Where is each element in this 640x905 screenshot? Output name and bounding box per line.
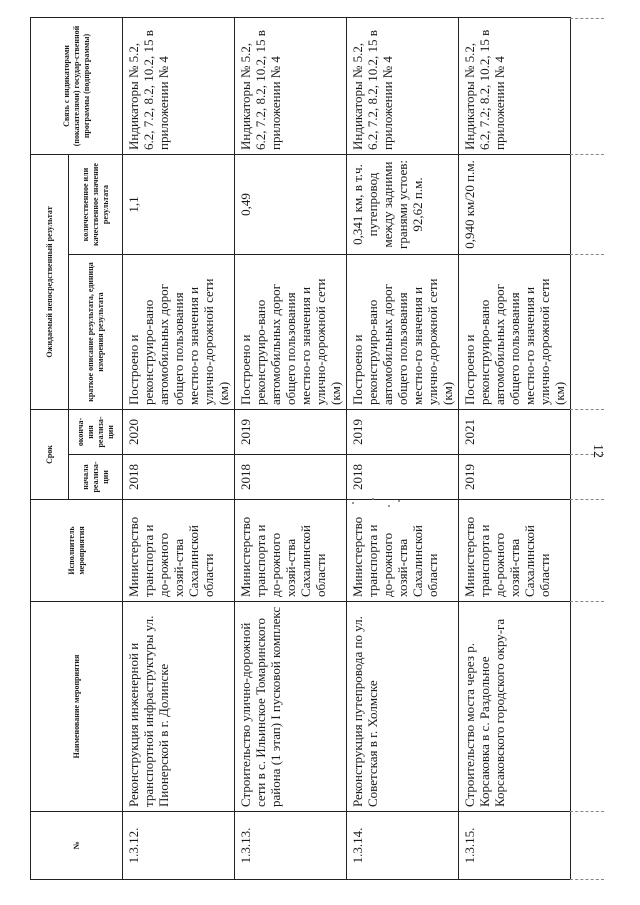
row-start: 2018 (347, 455, 459, 500)
scan-speck (372, 498, 374, 500)
scan-speck (388, 505, 390, 507)
header-expected-value: количественное или качественное значение результата (69, 155, 123, 255)
row-start: 2018 (235, 455, 347, 500)
row-link: Индикаторы № 5.2, 6.2, 7.2, 8.2, 10.2, 15 в приложении № 4 (123, 18, 235, 155)
row-num: 1.3.13. (235, 812, 347, 880)
table-row (347, 18, 459, 880)
header-term-end: оконча-ния реализа-ции (69, 410, 123, 455)
row-desc: Построено и реконструиро-вано автомобильных дорог общего пользования местно-го значения и улично-дорожной сети (км) (235, 255, 347, 410)
continuation-line (570, 254, 604, 255)
continuation-line (570, 18, 604, 19)
row-executor: Министерство транспорта и до-рожного хозяй-ства Сахалинской области (123, 500, 235, 602)
row-num: 1.3.14. (347, 812, 459, 880)
continuation-line (570, 409, 604, 410)
row-start: 2018 (123, 455, 235, 500)
table-row (459, 18, 571, 880)
row-num: 1.3.12. (123, 812, 235, 880)
header-term-start: начала реализа-ции (69, 455, 123, 500)
row-desc: Построено и реконструиро-вано автомобильных дорог общего пользования местно-го значения и улично-дорожной сети (км) (459, 255, 571, 410)
header-executor: Исполнитель мероприятия (31, 500, 123, 602)
row-num: 1.3.15. (459, 812, 571, 880)
continuation-line (570, 879, 604, 880)
row-link: Индикаторы № 5.2, 6.2, 7.2, 8.2, 10.2, 15 в приложении № 4 (347, 18, 459, 155)
header-num: № (31, 812, 123, 880)
continuation-line (570, 154, 604, 155)
header-term: Срок (31, 410, 69, 500)
row-end: 2020 (123, 410, 235, 455)
row-name: Строительство моста через р. Корсаковка в с. Раздольное Корсаковского городского окру-га (459, 602, 571, 812)
row-executor: Министерство транспорта и до-рожного хозяй-ства Сахалинской области (347, 500, 459, 602)
continuation-line (570, 811, 604, 812)
row-link: Индикаторы № 5.2, 6.2, 7.2, 8.2, 10.2, 15 в приложении № 4 (235, 18, 347, 155)
row-name: Строительство улично-дорожной сети в с. Ильинское Томаринского района (1 этап) I пусковой комплекс (235, 602, 347, 812)
row-value: 0,341 км, в т.ч. путепровод между задними гранями устоев: 92,62 п.м. (347, 155, 459, 255)
table-row (123, 18, 235, 880)
row-value: 1,1 (123, 155, 235, 255)
header-link: Связь с индикаторами (показателями) государ-ственной программы (подпрограммы) (31, 18, 123, 155)
row-start: 2019 (459, 455, 571, 500)
row-value: 0,49 (235, 155, 347, 255)
rotated-page (30, 18, 626, 880)
row-end: 2019 (235, 410, 347, 455)
header-expected-desc: краткое описание результата, единица измерения результата (69, 255, 123, 410)
continuation-line (570, 499, 604, 500)
header-expected: Ожидаемый непосредственный результат (31, 155, 69, 410)
row-value: 0,940 км/20 п.м. (459, 155, 571, 255)
row-desc: Построено и реконструиро-вано автомобильных дорог общего пользования местно-го значения и улично-дорожной сети (км) (347, 255, 459, 410)
scan-speck (398, 500, 400, 502)
row-end: 2019 (347, 410, 459, 455)
table-row (235, 18, 347, 880)
row-link: Индикаторы № 5.2, 6.2, 7.2; 8.2, 10.2, 15 в приложении № 4 (459, 18, 571, 155)
row-name: Реконструкция путепровода по ул. Советская в г. Холмске (347, 602, 459, 812)
continuation-line (570, 601, 604, 602)
scan-speck (352, 502, 354, 504)
measures-table (30, 17, 571, 880)
page-number: 12 (590, 444, 605, 458)
row-end: 2021 (459, 410, 571, 455)
row-desc: Построено и реконструиро-вано автомобильных дорог общего пользования местно-го значения и улично-дорожной сети (км) (123, 255, 235, 410)
header-name: Наименование мероприятия (31, 602, 123, 812)
row-executor: Министерство транспорта и до-рожного хозяй-ства Сахалинской области (235, 500, 347, 602)
row-executor: Министерство транспорта и до-рожного хозяй-ства Сахалинской области (459, 500, 571, 602)
row-name: Реконструкция инженерной и транспортной инфраструктуры ул. Пионерской в г. Долинске (123, 602, 235, 812)
